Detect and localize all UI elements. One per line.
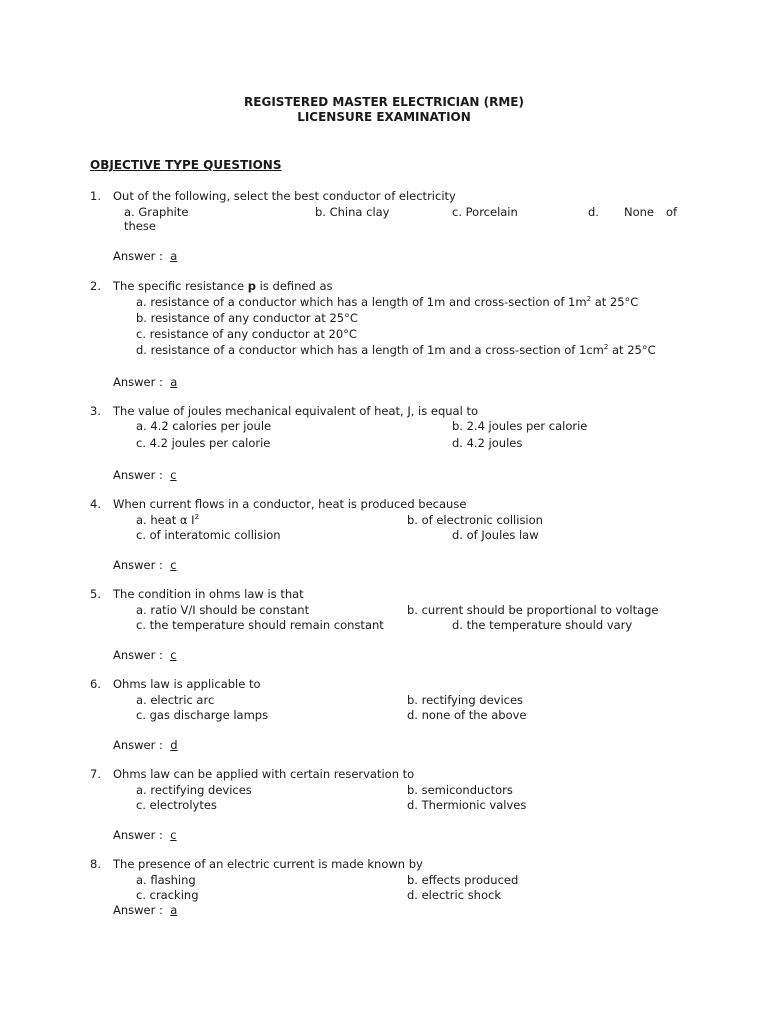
- option-d-continuation: these: [124, 219, 156, 233]
- option-b: b. semiconductors: [407, 783, 513, 797]
- answer-label: Answer :: [113, 558, 163, 572]
- question-text: The value of joules mechanical equivalent of heat, J, is equal to: [113, 404, 478, 418]
- option-b: b. 2.4 joules per calorie: [452, 419, 588, 433]
- question-number: 2.: [90, 279, 101, 293]
- answer-line: [113, 828, 177, 842]
- option-c: c. of interatomic collision: [136, 528, 281, 542]
- answer-label: Answer :: [113, 648, 163, 662]
- question-text: The presence of an electric current is made known by: [113, 857, 423, 871]
- option-a: a. rectifying devices: [136, 783, 252, 797]
- question-number: 4.: [90, 497, 101, 511]
- answer-line: [113, 468, 177, 482]
- question-text: The condition in ohms law is that: [113, 587, 304, 601]
- option-b: b. resistance of any conductor at 25°C: [136, 311, 358, 325]
- answer-label: Answer :: [113, 738, 163, 752]
- answer-value: d: [170, 738, 178, 752]
- rho-symbol: p: [247, 279, 257, 293]
- option-a: a. electric arc: [136, 693, 215, 707]
- section-heading: OBJECTIVE TYPE QUESTIONS: [90, 158, 282, 172]
- answer-value: a: [170, 903, 178, 917]
- question-number: 7.: [90, 767, 101, 781]
- option-d: d. electric shock: [407, 888, 501, 902]
- answer-value: c: [170, 648, 177, 662]
- option-c: c. Porcelain: [452, 205, 518, 219]
- option-d-letter: d.: [588, 205, 599, 219]
- option-a: a. resistance of a conductor which has a length of 1m and cross-section of $1m^2$ at 25°C: [136, 295, 639, 309]
- answer-line: [113, 558, 177, 572]
- option-a: a. heat α $I^2$: [136, 513, 200, 527]
- question-text: Out of the following, select the best conductor of electricity: [113, 189, 456, 203]
- option-b: b. China clay: [315, 205, 390, 219]
- document-title-line-1: REGISTERED MASTER ELECTRICIAN (RME): [244, 95, 524, 109]
- answer-line: [113, 375, 177, 389]
- answer-label: Answer :: [113, 375, 163, 389]
- question-number: 5.: [90, 587, 101, 601]
- answer-value: a: [170, 249, 178, 263]
- question-text: The specific resistance p is defined as: [113, 279, 333, 293]
- option-c: c. cracking: [136, 888, 199, 902]
- option-a: a. ratio V/I should be constant: [136, 603, 310, 617]
- answer-label: Answer :: [113, 828, 163, 842]
- answer-value: a: [170, 375, 178, 389]
- option-c: c. gas discharge lamps: [136, 708, 269, 722]
- answer-label: Answer :: [113, 249, 163, 263]
- answer-label: Answer :: [113, 468, 163, 482]
- answer-line: [113, 903, 177, 917]
- question-number: 1.: [90, 189, 101, 203]
- option-d: d. the temperature should vary: [452, 618, 633, 632]
- option-a: a. flashing: [136, 873, 196, 887]
- option-a: a. Graphite: [124, 205, 189, 219]
- option-c: c. electrolytes: [136, 798, 217, 812]
- option-d: d. Thermionic valves: [407, 798, 527, 812]
- option-b: b. effects produced: [407, 873, 519, 887]
- answer-value: c: [170, 468, 177, 482]
- option-d: d. none of the above: [407, 708, 527, 722]
- answer-value: c: [170, 828, 177, 842]
- option-b: b. current should be proportional to voltage: [407, 603, 659, 617]
- answer-line: [113, 648, 177, 662]
- option-c: c. the temperature should remain constant: [136, 618, 384, 632]
- option-b: b. of electronic collision: [407, 513, 543, 527]
- question-number: 8.: [90, 857, 101, 871]
- option-a: a. 4.2 calories per joule: [136, 419, 272, 433]
- option-d: d. resistance of a conductor which has a length of 1m and a cross-section of $1cm^2$ at 25°C: [136, 343, 656, 357]
- question-text: Ohms law can be applied with certain reservation to: [113, 767, 415, 781]
- option-c: c. resistance of any conductor at 20°C: [136, 327, 357, 341]
- option-c: c. 4.2 joules per calorie: [136, 436, 271, 450]
- answer-line: [113, 249, 177, 263]
- answer-label: Answer :: [113, 903, 163, 917]
- question-text: Ohms law is applicable to: [113, 677, 261, 691]
- question-number: 3.: [90, 404, 101, 418]
- option-b: b. rectifying devices: [407, 693, 524, 707]
- option-d: d. 4.2 joules: [452, 436, 523, 450]
- document-title-line-2: LICENSURE EXAMINATION: [297, 110, 471, 124]
- option-d-text-2: of: [666, 205, 678, 219]
- answer-line: [113, 738, 178, 752]
- question-text: When current flows in a conductor, heat is produced because: [113, 497, 467, 511]
- option-d: d. of Joules law: [452, 528, 539, 542]
- question-number: 6.: [90, 677, 101, 691]
- answer-value: c: [170, 558, 177, 572]
- option-d-text: None: [624, 205, 655, 219]
